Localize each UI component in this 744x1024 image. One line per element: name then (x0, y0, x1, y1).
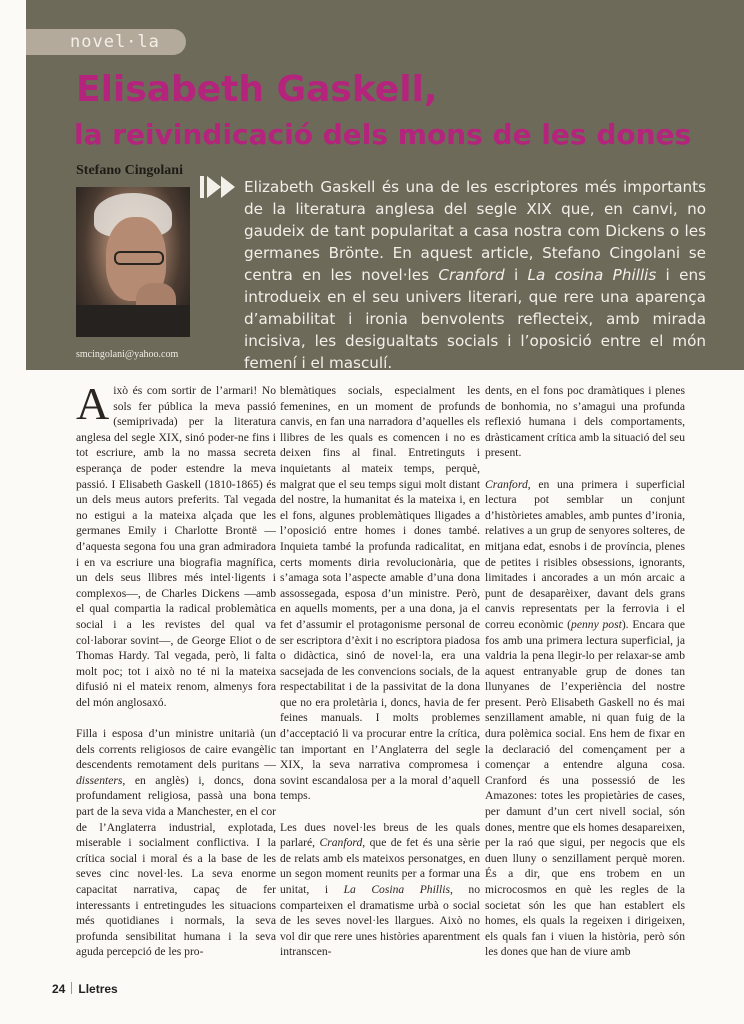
footer-divider (71, 982, 72, 994)
text-column-3 (485, 383, 685, 960)
text-column-1 (76, 378, 276, 960)
section-label: novel·la (26, 29, 186, 55)
article-subtitle: la reivindicació dels mons de les dones (74, 118, 692, 151)
paragraph: blemàtiques socials, especialment les femenines, en un moment de profunds canvis, en fan una narradora d’aquelles els llibres de les quals es comencen i no es deixen fins al final. Entretinguts i inquietants al mateix temps, perquè, malgrat que el seu temps sigui molt distant del nostre, la humanitat és la mateixa i, en el fons, algunes problemàtiques lligades a l’oposició entre homes i dones també. Inquieta també la profunda radicalitat, en certs moments diria revolucionària, que s’amaga sota l’aspecte amable d’una dona assossegada, esposa d’un ministre. Però, en aquells moments, per a una dona, ja el fet d’assumir el protagonisme personal de ser escriptora d’èxit i no escriptora piadosa o didàctica, sinó de novel·la, era una sacsejada de les convencions socials, de la respectabilitat i de la passivitat de la dona que no era proletària i, doncs, havia de fer feines manuals. I molts problemes d’acceptació li va procurar entre la crítica, tan important en l’Anglaterra del segle XIX, la seva narrativa compromesa i sovint escandalosa per a la moral d’aquell temps. (280, 384, 480, 803)
paragraph: dents, en el fons poc dramàtiques i plenes de bonhomia, no s’amagui una profunda reflexió humana i dels comportaments, dràsticament crítica amb la situació del seu present. (485, 384, 685, 460)
magazine-name: Lletres (78, 982, 118, 996)
paragraph: Les dues novel·les breus de les quals parlaré, Cranford, que de fet és una sèrie de relats amb els mateixos personatges, en un segon moment reunits per a formar una unitat, i La Cosina Phillis, no comparteixen el dramatisme urbà o social de les seves novel·les llargues. Això no vol dir que rere unes històries aparentment intranscen- (280, 820, 480, 959)
author-email: smcingolani@yahoo.com (76, 349, 179, 360)
fast-forward-icon (200, 176, 240, 198)
author-photo (76, 187, 190, 337)
paragraph: Filla i esposa d’un ministre unitarià (un dels corrents religiosos de caire evangèlic descendents remotament dels puritans —dissenters, en anglès) i, doncs, dona profundament religiosa, passà una bona part de la seva vida a Manchester, en el cor de l’Anglaterra industrial, explotada, miserable i socialment conflictiva. I la crítica social i moral és a la base de les seves cinc novel·les. La seva enorme capacitat narrativa, capaç de fer interessants i entretingudes les situacions més quotidianes i normals, la seva profunda sensibilitat humana i la seva aguda percepció de les pro- (76, 727, 276, 959)
article-title: Elisabeth Gaskell, (76, 69, 438, 110)
page-number: 24 (52, 982, 66, 996)
page-footer (52, 982, 118, 996)
author-name: Stefano Cingolani (76, 163, 183, 178)
paragraph: Això és com sortir de l’armari! No sols fer pública la meva passió (semiprivada) per la literatura anglesa del segle XIX, sinó poder-ne fins i tot escriure, amb la no massa secreta esperança de poder estendre la meva passió. I Elisabeth Gaskell (1810-1865) és un dels meus autors preferits. Tal vegada no estigui a la mateixa alçada que les germanes Emily i Charlotte Brontë —d’aquesta segona fou una gran admiradora i en va escriure una biografia magnífica, un dels seus llibres més intel·ligents i complexos—, de Charles Dickens —amb el qual compartia la radical problemàtica social i a les revistes del qual va col·laborar sovint—, de George Eliot o de Thomas Hardy. Tal vegada, però, li falta molt poc; tot i això no té ni la mateixa difusió ni el mateix renom, almenys fora del món anglosaxó. (76, 378, 276, 709)
text-column-2 (280, 383, 480, 960)
article-intro: Elizabeth Gaskell és una de les escriptores més importants de la literatura anglesa del segle XIX que, en canvi, no gaudeix de tant popularitat a casa nostra com Dickens o les germanes Brönte. En aquest article, Stefano Cingolani se centra en les novel·les Cranford i La cosina Phillis i ens introdueix en el seu univers literari, que rere una aparença d’amabilitat i ironia benvolents reflecteix, amb mirada incisiva, les desigualtats socials i l’oposició entre el món femení i el masculí. (244, 178, 706, 372)
drop-cap: A (76, 378, 110, 429)
paragraph: Cranford, en una primera i superficial lectura pot semblar un conjunt d’històrietes amables, amb puntes d’ironia, relatives a un grup de senyores solteres, de mitjana edat, esnobs i de província, plenes de petites i risibles obsessions, ignorants, limitades i ancorades a un món arcaic a punt de desaparèixer, davant dels grans canvis representats per la ferrovia i el correu econòmic (penny post). Encara que fos amb una primera lectura superficial, ja valdria la pena llegir-lo per relaxar-se amb aquest entranyable grup de dones tan llunyanes de l’experiència del nostre present. Però Elisabeth Gaskell no és mai senzillament amable, ni quan fuig de la dura polèmica social. Ens hem de fixar en la declaració del començament per a començar a entendre alguna cosa. Cranford és una possessió de les Amazones: totes les propietàries de cases, per damunt d’un cert nivell social, són dones, mentre que els homes desapareixen, per la raó que sigui, per negocis que els duen lluny o senzillament perquè moren. És a dir, que ens trobem en un microcosmos en què les regles de la societat són les que han establert els homes, els quals la regeixen i dirigeixen, els quals fan i viuen la història, però són les dones que han de viure amb (485, 477, 685, 959)
